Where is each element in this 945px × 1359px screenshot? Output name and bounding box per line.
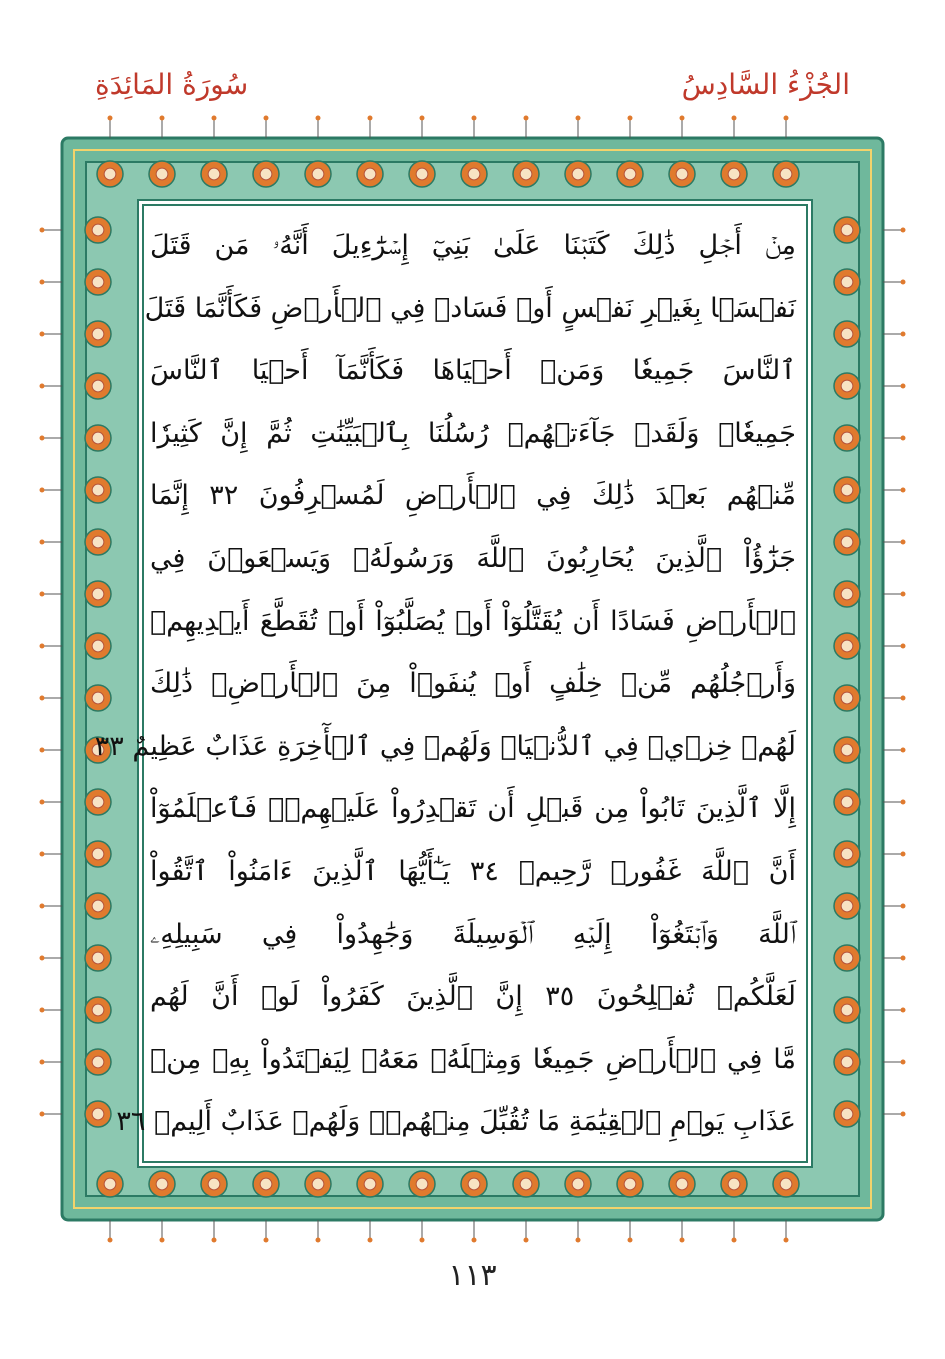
spike-tip xyxy=(628,1238,633,1243)
verse-line-4: جَمِيعٗاۚ وَلَقَدۡ جَآءَتۡهُمۡ رُسُلُنَا بِٱلۡبَيِّنَٰتِ ثُمَّ إِنَّ كَثِيرٗا xyxy=(150,417,796,449)
ornament-flower xyxy=(208,1178,220,1190)
ornament-flower xyxy=(841,328,853,340)
verse-line-15: عَذَابِ يَوۡمِ ٱلۡقِيَٰمَةِ مَا تُقُبِّلَ مِنۡهُمۡۖ وَلَهُمۡ عَذَابٌ أَلِيمٞ ٣٦ xyxy=(116,1106,796,1138)
ornament-flower xyxy=(841,744,853,756)
verse-line-2: نَفۡسَۢا بِغَيۡرِ نَفۡسٍ أَوۡ فَسَادٖ فِي ٱلۡأَرۡضِ فَكَأَنَّمَا قَتَلَ xyxy=(144,292,796,324)
spike-tip xyxy=(901,488,906,493)
spike-tip xyxy=(576,116,581,121)
ornament-flower xyxy=(92,380,104,392)
spike-tip xyxy=(732,1238,737,1243)
spike-tip xyxy=(40,436,45,441)
ornament-flower xyxy=(841,536,853,548)
verse-line-5: مِّنۡهُم بَعۡدَ ذَٰلِكَ فِي ٱلۡأَرۡضِ لَمُسۡرِفُونَ ٣٢ إِنَّمَا xyxy=(150,480,796,512)
spike-tip xyxy=(784,116,789,121)
page-number: ١١٣ xyxy=(448,1258,497,1293)
verse-line-9: لَهُمۡ خِزۡيٞ فِي ٱلدُّنۡيَاۖ وَلَهُمۡ فِي ٱلۡأٓخِرَةِ عَذَابٌ عَظِيمٌ ٣٣ xyxy=(94,730,796,762)
spike-tip xyxy=(40,904,45,909)
spike-tip xyxy=(40,644,45,649)
verse-line-7: ٱلۡأَرۡضِ فَسَادًا أَن يُقَتَّلُوٓاْ أَوۡ يُصَلَّبُوٓاْ أَوۡ تُقَطَّعَ أَيۡدِيهِمۡ xyxy=(150,605,796,637)
spike-tip xyxy=(901,384,906,389)
spike-tip xyxy=(901,1060,906,1065)
ornament-flower xyxy=(92,432,104,444)
spike-tip xyxy=(901,436,906,441)
ornament-flower xyxy=(841,380,853,392)
spike-tip xyxy=(40,332,45,337)
spike-tip xyxy=(212,116,217,121)
ornament-flower xyxy=(468,1178,480,1190)
spike-tip xyxy=(264,1238,269,1243)
spike-tip xyxy=(524,1238,529,1243)
ornament-flower xyxy=(841,1056,853,1068)
ornament-flower xyxy=(92,328,104,340)
ornament-flower xyxy=(92,640,104,652)
spike-tip xyxy=(732,116,737,121)
spike-tip xyxy=(901,280,906,285)
spike-tip xyxy=(40,384,45,389)
ornament-flower xyxy=(92,224,104,236)
spike-tip xyxy=(901,540,906,545)
spike-tip xyxy=(40,748,45,753)
ornament-flower xyxy=(572,1178,584,1190)
ornament-flower xyxy=(92,848,104,860)
spike-tip xyxy=(901,1112,906,1117)
spike-tip xyxy=(368,116,373,121)
verse-line-10: إِلَّا ٱلَّذِينَ تَابُواْ مِن قَبۡلِ أَن تَقۡدِرُواْ عَلَيۡهِمۡۖ فَٱعۡلَمُوٓاْ xyxy=(150,793,796,825)
ornament-flower xyxy=(572,168,584,180)
ornament-flower xyxy=(841,588,853,600)
verse-line-11: أَنَّ ٱللَّهَ غَفُورٞ رَّحِيمٞ ٣٤ يَـٰٓأَيُّهَا ٱلَّذِينَ ءَامَنُواْ ٱتَّقُواْ xyxy=(150,855,796,887)
spike-tip xyxy=(901,1008,906,1013)
ornament-flower xyxy=(92,692,104,704)
spike-tip xyxy=(680,116,685,121)
spike-tip xyxy=(40,696,45,701)
spike-tip xyxy=(40,488,45,493)
ornament-flower xyxy=(728,1178,740,1190)
ornament-flower xyxy=(841,432,853,444)
spike-tip xyxy=(901,904,906,909)
ornament-flower xyxy=(841,484,853,496)
ornament-flower xyxy=(520,1178,532,1190)
ornament-flower xyxy=(208,168,220,180)
verse-line-8: وَأَرۡجُلُهُم مِّنۡ خِلَٰفٍ أَوۡ يُنفَوۡاْ مِنَ ٱلۡأَرۡضِۚ ذَٰلِكَ xyxy=(150,668,796,700)
ornament-flower xyxy=(841,640,853,652)
verse-line-3: ٱلنَّاسَ جَمِيعٗا وَمَنۡ أَحۡيَاهَا فَكَأَنَّمَآ أَحۡيَا ٱلنَّاسَ xyxy=(150,355,796,387)
spike-tip xyxy=(680,1238,685,1243)
spike-tip xyxy=(316,1238,321,1243)
ornament-flower xyxy=(156,1178,168,1190)
ornament-flower xyxy=(841,952,853,964)
spike-tip xyxy=(40,1112,45,1117)
ornament-flower xyxy=(104,1178,116,1190)
spike-tip xyxy=(472,1238,477,1243)
ornament-flower xyxy=(624,1178,636,1190)
spike-tip xyxy=(901,696,906,701)
verse-line-14: مَّا فِي ٱلۡأَرۡضِ جَمِيعٗا وَمِثۡلَهُۥ مَعَهُۥ لِيَفۡتَدُواْ بِهِۦ مِنۡ xyxy=(150,1043,796,1075)
juz-name: الجُزْءُ السَّادِسُ xyxy=(681,68,850,101)
spike-tip xyxy=(40,1060,45,1065)
ornament-flower xyxy=(841,224,853,236)
verse-lines xyxy=(94,215,796,1155)
spike-tip xyxy=(901,800,906,805)
ornament-flower xyxy=(364,1178,376,1190)
ornament-flower xyxy=(364,168,376,180)
ornament-flower xyxy=(92,276,104,288)
ornament-flower xyxy=(780,168,792,180)
ornament-flower xyxy=(841,796,853,808)
ornament-flower xyxy=(841,1004,853,1016)
spike-tip xyxy=(108,1238,113,1243)
verse-line-12: ٱللَّهَ وَٱبۡتَغُوٓاْ إِلَيۡهِ ٱلۡوَسِيلَةَ وَجَٰهِدُواْ فِي سَبِيلِهِۦ xyxy=(150,918,796,950)
ornament-flower xyxy=(416,168,428,180)
spike-tip xyxy=(901,956,906,961)
ornament-flower xyxy=(104,168,116,180)
spike-tip xyxy=(901,592,906,597)
ornament-flower xyxy=(780,1178,792,1190)
spike-tip xyxy=(40,852,45,857)
ornament-flower xyxy=(676,168,688,180)
spike-tip xyxy=(108,116,113,121)
ornament-flower xyxy=(92,484,104,496)
ornament-flower xyxy=(841,900,853,912)
verse-line-6: جَزَٰٓؤُاْ ٱلَّذِينَ يُحَارِبُونَ ٱللَّهَ وَرَسُولَهُۥ وَيَسۡعَوۡنَ فِي xyxy=(150,542,796,574)
ornament-flower xyxy=(92,900,104,912)
spike-tip xyxy=(901,332,906,337)
spike-tip xyxy=(316,116,321,121)
ornament-flower xyxy=(841,276,853,288)
verse-line-13: لَعَلَّكُمۡ تُفۡلِحُونَ ٣٥ إِنَّ ٱلَّذِينَ كَفَرُواْ لَوۡ أَنَّ لَهُم xyxy=(150,981,796,1013)
ornament-flower xyxy=(841,848,853,860)
ornament-flower xyxy=(92,588,104,600)
ornament-flower xyxy=(841,1108,853,1120)
surah-name: سُورَةُ المَائِدَةِ xyxy=(95,68,249,101)
spike-tip xyxy=(420,116,425,121)
spike-tip xyxy=(40,956,45,961)
ornament-flower xyxy=(92,1108,104,1120)
spike-tip xyxy=(264,116,269,121)
spike-tip xyxy=(40,280,45,285)
spike-tip xyxy=(901,644,906,649)
ornament-flower xyxy=(841,692,853,704)
ornament-flower xyxy=(92,1004,104,1016)
spike-tip xyxy=(628,116,633,121)
spike-tip xyxy=(420,1238,425,1243)
verse-line-1: مِنۡ أَجۡلِ ذَٰلِكَ كَتَبۡنَا عَلَىٰ بَنِيٓ إِسۡرَٰٓءِيلَ أَنَّهُۥ مَن قَتَلَ xyxy=(150,230,796,261)
ornament-flower xyxy=(520,168,532,180)
spike-tip xyxy=(368,1238,373,1243)
ornament-flower xyxy=(728,168,740,180)
spike-tip xyxy=(901,852,906,857)
ornament-flower xyxy=(468,168,480,180)
spike-tip xyxy=(160,116,165,121)
spike-tip xyxy=(901,228,906,233)
ornament-flower xyxy=(92,536,104,548)
spike-tip xyxy=(212,1238,217,1243)
spike-tip xyxy=(40,228,45,233)
ornament-flower xyxy=(312,1178,324,1190)
ornament-flower xyxy=(260,168,272,180)
ornament-flower xyxy=(92,796,104,808)
ornament-flower xyxy=(624,168,636,180)
ornament-flower xyxy=(156,168,168,180)
ornament-flower xyxy=(312,168,324,180)
ornament-flower xyxy=(416,1178,428,1190)
spike-tip xyxy=(901,748,906,753)
spike-tip xyxy=(40,800,45,805)
spike-tip xyxy=(40,592,45,597)
spike-tip xyxy=(160,1238,165,1243)
ornament-flower xyxy=(92,952,104,964)
spike-tip xyxy=(40,1008,45,1013)
ornament-flower xyxy=(260,1178,272,1190)
ornament-flower xyxy=(676,1178,688,1190)
spike-tip xyxy=(784,1238,789,1243)
spike-tip xyxy=(524,116,529,121)
ornament-flower xyxy=(92,1056,104,1068)
spike-tip xyxy=(576,1238,581,1243)
spike-tip xyxy=(40,540,45,545)
spike-tip xyxy=(472,116,477,121)
